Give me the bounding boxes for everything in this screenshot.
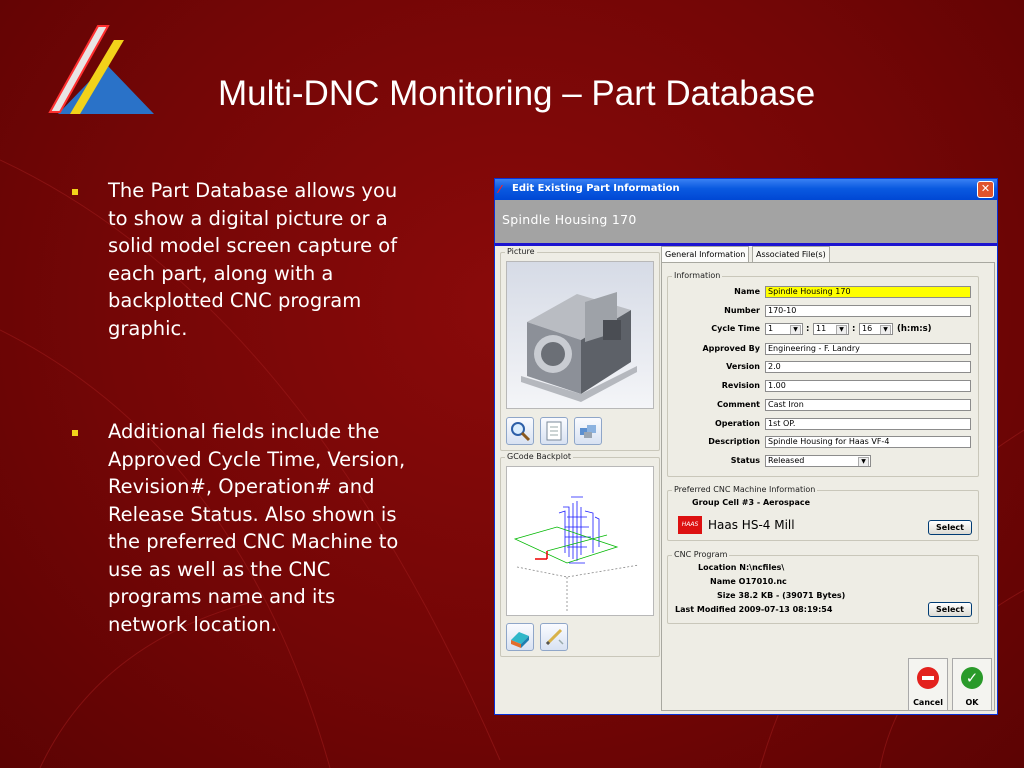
view-solid-button[interactable] [506, 623, 534, 651]
part-picture[interactable] [506, 261, 654, 409]
tab-associated-files[interactable]: Associated File(s) [752, 246, 830, 263]
machine-name: Haas HS-4 Mill [708, 518, 795, 532]
status-value: Released [768, 456, 805, 465]
part-image [507, 262, 653, 408]
ok-label: OK [965, 698, 979, 707]
cnc-program-title: CNC Program [674, 550, 728, 559]
dialog-titlebar[interactable] [495, 179, 997, 200]
tab-strip [661, 246, 993, 263]
select-machine-button[interactable]: Select [928, 520, 972, 535]
program-last-modified: Last Modified 2009-07-13 08:19:54 [675, 605, 833, 614]
revision-field[interactable]: 1.00 [765, 380, 971, 392]
cycle-minutes-value: 11 [816, 324, 827, 333]
approved-by-field[interactable]: Engineering - F. Landry [765, 343, 971, 355]
haas-logo: HAAS [678, 516, 702, 534]
general-information-panel [661, 262, 995, 711]
operation-label: Operation [714, 419, 760, 428]
gcode-backplot-group [500, 452, 660, 657]
information-group [667, 271, 979, 477]
dialog-body [495, 246, 997, 714]
pencil-icon [541, 624, 567, 650]
cycle-seconds-value: 16 [862, 324, 873, 333]
bullet-text: The Part Database allows you to show a digital picture or a solid model screen capture of each part, along with a backplotted CNC program graphic. [108, 179, 398, 340]
part-header-title: Spindle Housing 170 [502, 212, 637, 227]
cancel-icon [917, 667, 939, 689]
parts-icon [575, 418, 601, 444]
edit-backplot-button[interactable] [540, 623, 568, 651]
version-label: Version [726, 362, 760, 371]
edit-part-dialog [494, 178, 998, 715]
number-field[interactable]: 170-10 [765, 305, 971, 317]
solid-model-icon [507, 624, 533, 650]
chevron-down-icon: ▼ [880, 325, 891, 335]
chevron-down-icon: ▼ [858, 457, 869, 467]
company-logo [48, 22, 158, 118]
slide-title: Multi-DNC Monitoring – Part Database [218, 74, 816, 113]
bullet-marker [72, 189, 78, 195]
revision-label: Revision [721, 381, 760, 390]
bullet-list [70, 177, 420, 638]
description-label: Description [708, 437, 760, 446]
select-program-button[interactable]: Select [928, 602, 972, 617]
approved-by-label: Approved By [702, 344, 760, 353]
program-size: Size 38.2 KB - (39071 Bytes) [717, 591, 846, 600]
comment-label: Comment [717, 400, 760, 409]
tab-general-information[interactable]: General Information [661, 246, 749, 264]
check-icon: ✓ [961, 667, 983, 689]
version-field[interactable]: 2.0 [765, 361, 971, 373]
cycle-seconds-select[interactable] [859, 323, 893, 335]
time-separator: : [852, 324, 856, 334]
backplot-graphic [507, 467, 653, 615]
capture-model-button[interactable] [574, 417, 602, 445]
cnc-program-group [667, 550, 979, 624]
picture-group [500, 247, 660, 451]
comment-field[interactable]: Cast Iron [765, 399, 971, 411]
part-header [495, 200, 997, 243]
cycle-time-label: Cycle Time [711, 324, 760, 333]
bullet-item [70, 177, 420, 342]
chevron-down-icon: ▼ [836, 325, 847, 335]
gcode-backplot-view[interactable] [506, 466, 654, 616]
cycle-minutes-select[interactable] [813, 323, 849, 335]
operation-field[interactable]: 1st OP. [765, 418, 971, 430]
close-button[interactable]: ✕ [977, 181, 994, 198]
number-label: Number [724, 306, 760, 315]
magnifier-icon [507, 418, 533, 444]
status-select[interactable] [765, 455, 871, 467]
name-label: Name [734, 287, 760, 296]
picture-group-title: Picture [507, 247, 535, 256]
information-group-title: Information [674, 271, 721, 280]
program-location: Location N:\ncfiles\ [698, 563, 785, 572]
chevron-down-icon: ▼ [790, 325, 801, 335]
time-separator: : [806, 324, 810, 334]
bullet-marker [72, 430, 78, 436]
app-icon: ⁄ [499, 183, 501, 196]
description-field[interactable]: Spindle Housing for Haas VF-4 [765, 436, 971, 448]
ok-button[interactable] [952, 658, 992, 711]
bullet-item [70, 418, 420, 638]
dialog-title: Edit Existing Part Information [512, 183, 680, 194]
preferred-machine-group [667, 485, 979, 541]
machine-group-line: Group Cell #3 - Aerospace [692, 498, 811, 507]
cycle-hours-value: 1 [768, 324, 774, 333]
document-icon [541, 418, 567, 444]
bullet-text: Additional fields include the Approved Cycle Time, Version, Revision#, Operation# and Release Status. Also shown is the preferred CNC Machine to use as well as the CNC programs name and its network location. [108, 420, 406, 636]
name-field[interactable]: Spindle Housing 170 [765, 286, 971, 298]
preferred-machine-title: Preferred CNC Machine Information [674, 485, 816, 494]
gcode-group-title: GCode Backplot [507, 452, 571, 461]
cancel-button[interactable] [908, 658, 948, 711]
cycle-time-unit: (h:m:s) [897, 324, 932, 334]
program-name: Name O17010.nc [710, 577, 787, 586]
cancel-label: Cancel [913, 698, 943, 707]
cycle-hours-select[interactable] [765, 323, 803, 335]
zoom-picture-button[interactable] [506, 417, 534, 445]
status-label: Status [730, 456, 760, 465]
load-picture-button[interactable] [540, 417, 568, 445]
